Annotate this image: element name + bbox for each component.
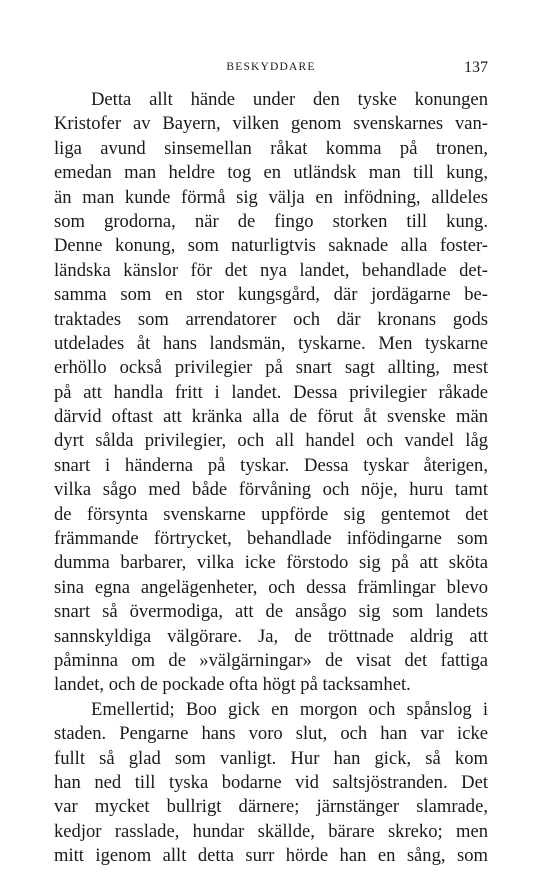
page-header xyxy=(54,61,488,81)
text-line: dyrt sålda privilegier, och all handel och vandel låg xyxy=(54,430,488,452)
page-number: 137 xyxy=(464,59,488,76)
text-line: utdelades åt hans landsmän, tyskarne. Men tyskarne xyxy=(54,332,488,354)
text-line: främmande förtrycket, behandlade infödingarne som xyxy=(54,528,488,550)
text-line: mitt igenom allt detta surr hörde han en sång, som xyxy=(54,845,488,867)
text-line: Emellertid; Boo gick en morgon och spånslog i xyxy=(91,698,488,720)
paragraph xyxy=(54,698,488,869)
text-line: Denne konung, som naturligtvis saknade alla foster- xyxy=(54,235,488,257)
text-line: Detta allt hände under den tyske konungen xyxy=(91,89,488,110)
text-line: ländska känslor för det nya landet, behandlade det- xyxy=(54,259,488,281)
text-line: snart i händerna på tyskar. Dessa tyskar återigen, xyxy=(54,454,488,476)
body-text xyxy=(54,88,488,869)
text-line: han ned till tyska bodarne vid saltsjöstranden. Det xyxy=(54,771,488,793)
text-line: sannskyldiga välgörare. Ja, de tröttnade aldrig att xyxy=(54,625,488,647)
text-line: liga avund sinsemellan råkat komma på tronen, xyxy=(54,137,488,159)
text-line: än man kunde förmå sig välja en infödning, alldeles xyxy=(54,186,488,208)
text-line: påminna om de »välgärningar» de visat det fattiga xyxy=(54,649,488,671)
text-line: samma som en stor kungsgård, där jordägarne be- xyxy=(54,284,488,306)
text-line: kedjor rasslade, hundar skällde, bärare skreko; men xyxy=(54,820,488,842)
running-title: BESKYDDARE xyxy=(226,61,316,73)
text-line: dumma barbarer, vilka icke förstodo sig på att sköta xyxy=(54,552,488,574)
text-line: erhöllo också privilegier på snart sagt allting, mest xyxy=(54,357,488,379)
text-line: som grodorna, när de fingo storken till kung. xyxy=(54,210,488,232)
paragraph xyxy=(54,88,488,698)
text-line: landet, och de pockade ofta högt på tacksamhet. xyxy=(54,674,411,696)
text-line: Kristofer av Bayern, vilken genom svenskarnes van- xyxy=(54,113,488,135)
text-line: snart så övermodiga, att de ansågo sig som landets xyxy=(54,601,488,623)
text-line: på att handla fritt i landet. Dessa privilegier råkade xyxy=(54,381,488,403)
text-line: emedan man heldre tog en utländsk man till kung, xyxy=(54,162,488,184)
text-line: därvid oftast att kränka alla de förut åt svenske män xyxy=(54,406,488,428)
text-line: staden. Pengarne hans voro slut, och han var icke xyxy=(54,723,488,745)
text-line: traktades som arrendatorer och där kronans gods xyxy=(54,308,488,330)
text-line: fullt så glad som vanligt. Hur han gick, så kom xyxy=(54,747,488,769)
text-line: vilka sågo med både förvåning och nöje, huru tamt xyxy=(54,479,488,501)
text-line: de försynta svenskarne uppförde sig gentemot det xyxy=(54,503,488,525)
text-line: var mycket bullrigt därnere; järnstänger slamrade, xyxy=(54,796,488,818)
text-line: sina egna angelägenheter, och dessa främlingar blevo xyxy=(54,576,488,598)
